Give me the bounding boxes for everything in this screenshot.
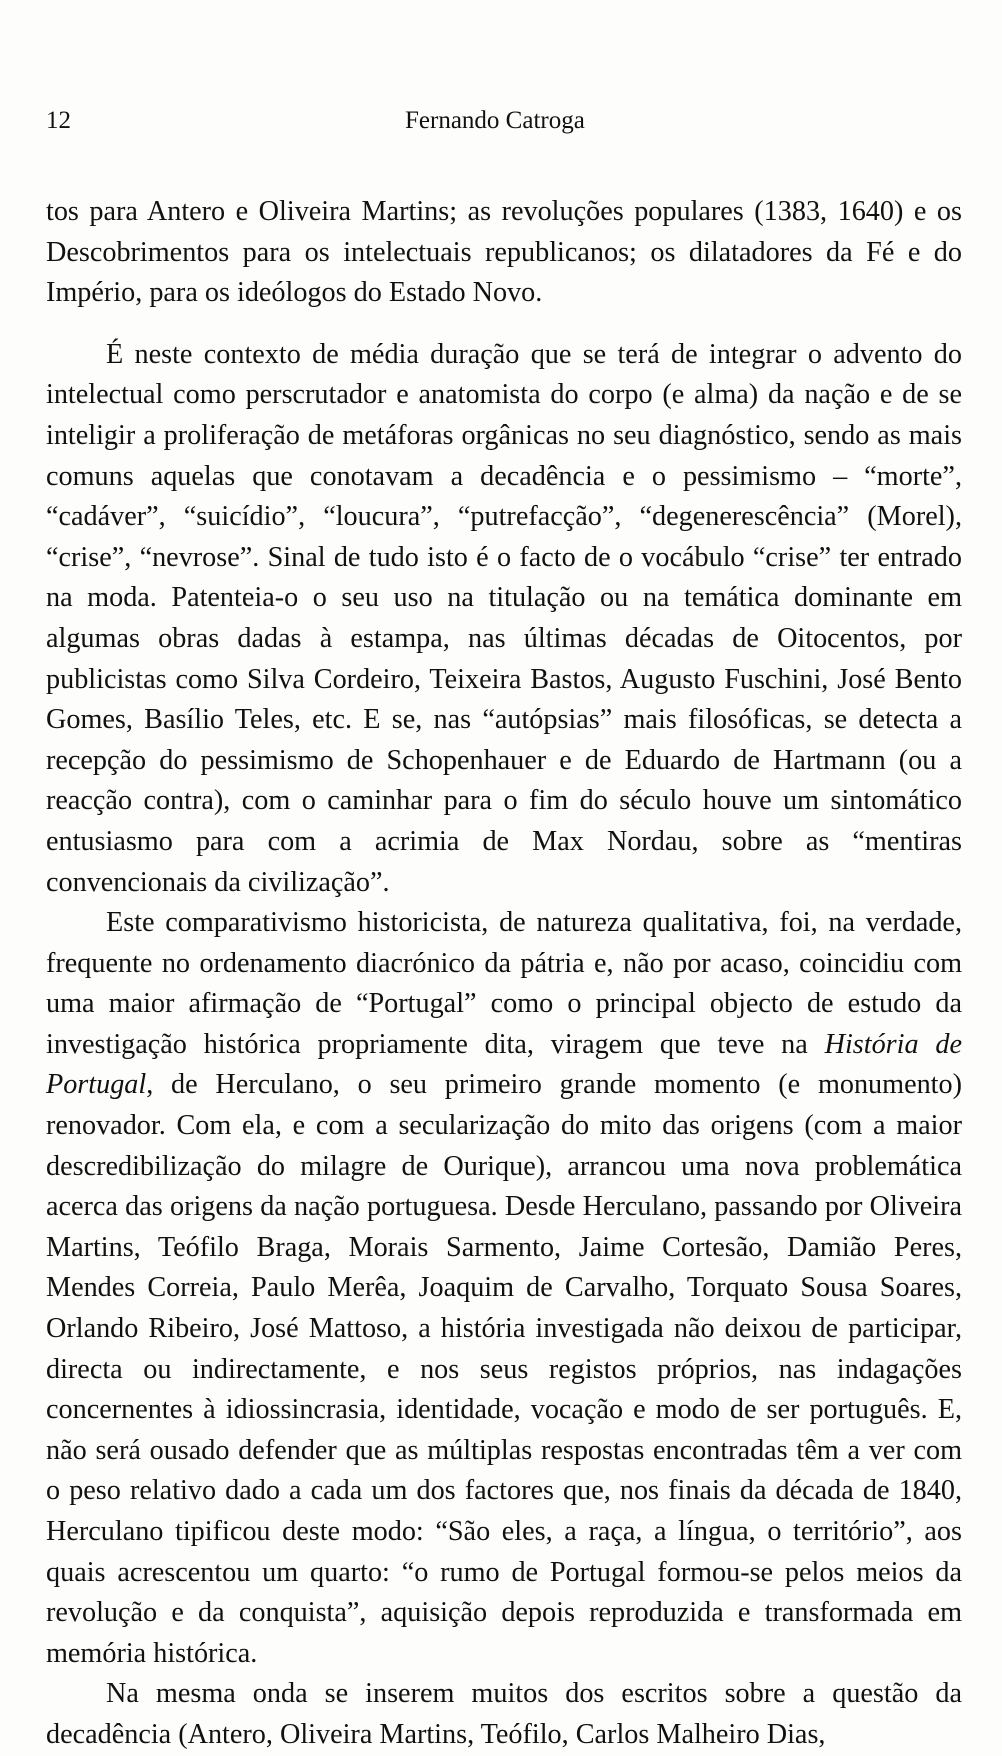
paragraph-text-before-title: Este comparativismo historicista, de natureza qualitativa, foi, na verdade, frequente no ordenamento diacrónico da pátria e, não por acaso, coincidiu com uma maior afirmação de “Portugal” como o principal objecto de estudo da investigação histórica propriamente dita, viragem que teve na	[46, 907, 962, 1060]
paragraph-historicist-comparativism	[46, 903, 962, 1674]
paragraph-continuation: tos para Antero e Oliveira Martins; as revoluções populares (1383, 1640) e os Descobrimentos para os intelectuais republicanos; os dilatadores da Fé e do Império, para os ideólogos do Estado Novo.	[46, 196, 962, 309]
running-head	[46, 104, 956, 138]
body-text	[46, 192, 962, 1756]
page-number: 12	[46, 107, 71, 134]
paragraph-intellectual-anatomist: É neste contexto de média duração que se terá de integrar o advento do intelectual como perscrutador e anatomista do corpo (e alma) da nação e de se inteligir a proliferação de metáforas orgânicas no seu diagnóstico, sendo as mais comuns aquelas que conotavam a decadência e o pessimismo – “morte”, “cadáver”, “suicídio”, “loucura”, “putrefacção”, “degenerescência” (Morel), “crise”, “nevrose”. Sinal de tudo isto é o facto de o vocábulo “crise” ter entrado na moda. Patenteia-o o seu uso na titulação ou na temática dominante em algumas obras dadas à estampa, nas últimas décadas de Oitocentos, por publicistas como Silva Cordeiro, Teixeira Bastos, Augusto Fuschini, José Bento Gomes, Basílio Teles, etc. E se, nas “autópsias” mais filosóficas, se detecta a recepção do pessimismo de Schopenhauer e de Eduardo de Hartmann (ou a reacção contra), com o caminhar para o fim do século houve um sintomático entusiasmo para com a acrimia de Max Nordau, sobre as “mentiras convencionais da civilização”.	[46, 338, 962, 898]
paragraph-text-after-title: , de Herculano, o seu primeiro grande momento (e monumento) renovador. Com ela, e com a secularização do mito das origens (com a maior descredibilização do milagre de Ourique), arrancou uma nova problemática acerca das origens da nação portuguesa. Desde Herculano, passando por Oliveira Martins, Teófilo Braga, Morais Sarmento, Jaime Cortesão, Damião Peres, Mendes Correia, Paulo Merêa, Joaquim de Carvalho, Torquato Sousa Soares, Orlando Ribeiro, José Mattoso, a história investigada não deixou de participar, directa ou indirectamente, e nos seus registos próprios, nas indagações concernentes à idiossincrasia, identidade, vocação e modo de ser português. E, não será ousado defender que as múltiplas respostas encontradas têm a ver com o peso relativo dado a cada um dos factores que, nos finais da década de 1840, Herculano tipificou deste modo: “São eles, a raça, a língua, o território”, aos quais acrescentou um quarto: “o rumo de Portugal formou-se pelos meios da revolução e da conquista”, aquisição depois reproduzida e transformada em memória histórica.	[46, 1069, 962, 1669]
running-title: Fernando Catroga	[405, 107, 585, 134]
paragraph-decadence-writings: Na mesma onda se inserem muitos dos escritos sobre a questão da decadência (Antero, Oliveira Martins, Teófilo, Carlos Malheiro Dias,	[46, 1678, 962, 1750]
book-title: História de Portugal	[46, 1028, 962, 1101]
